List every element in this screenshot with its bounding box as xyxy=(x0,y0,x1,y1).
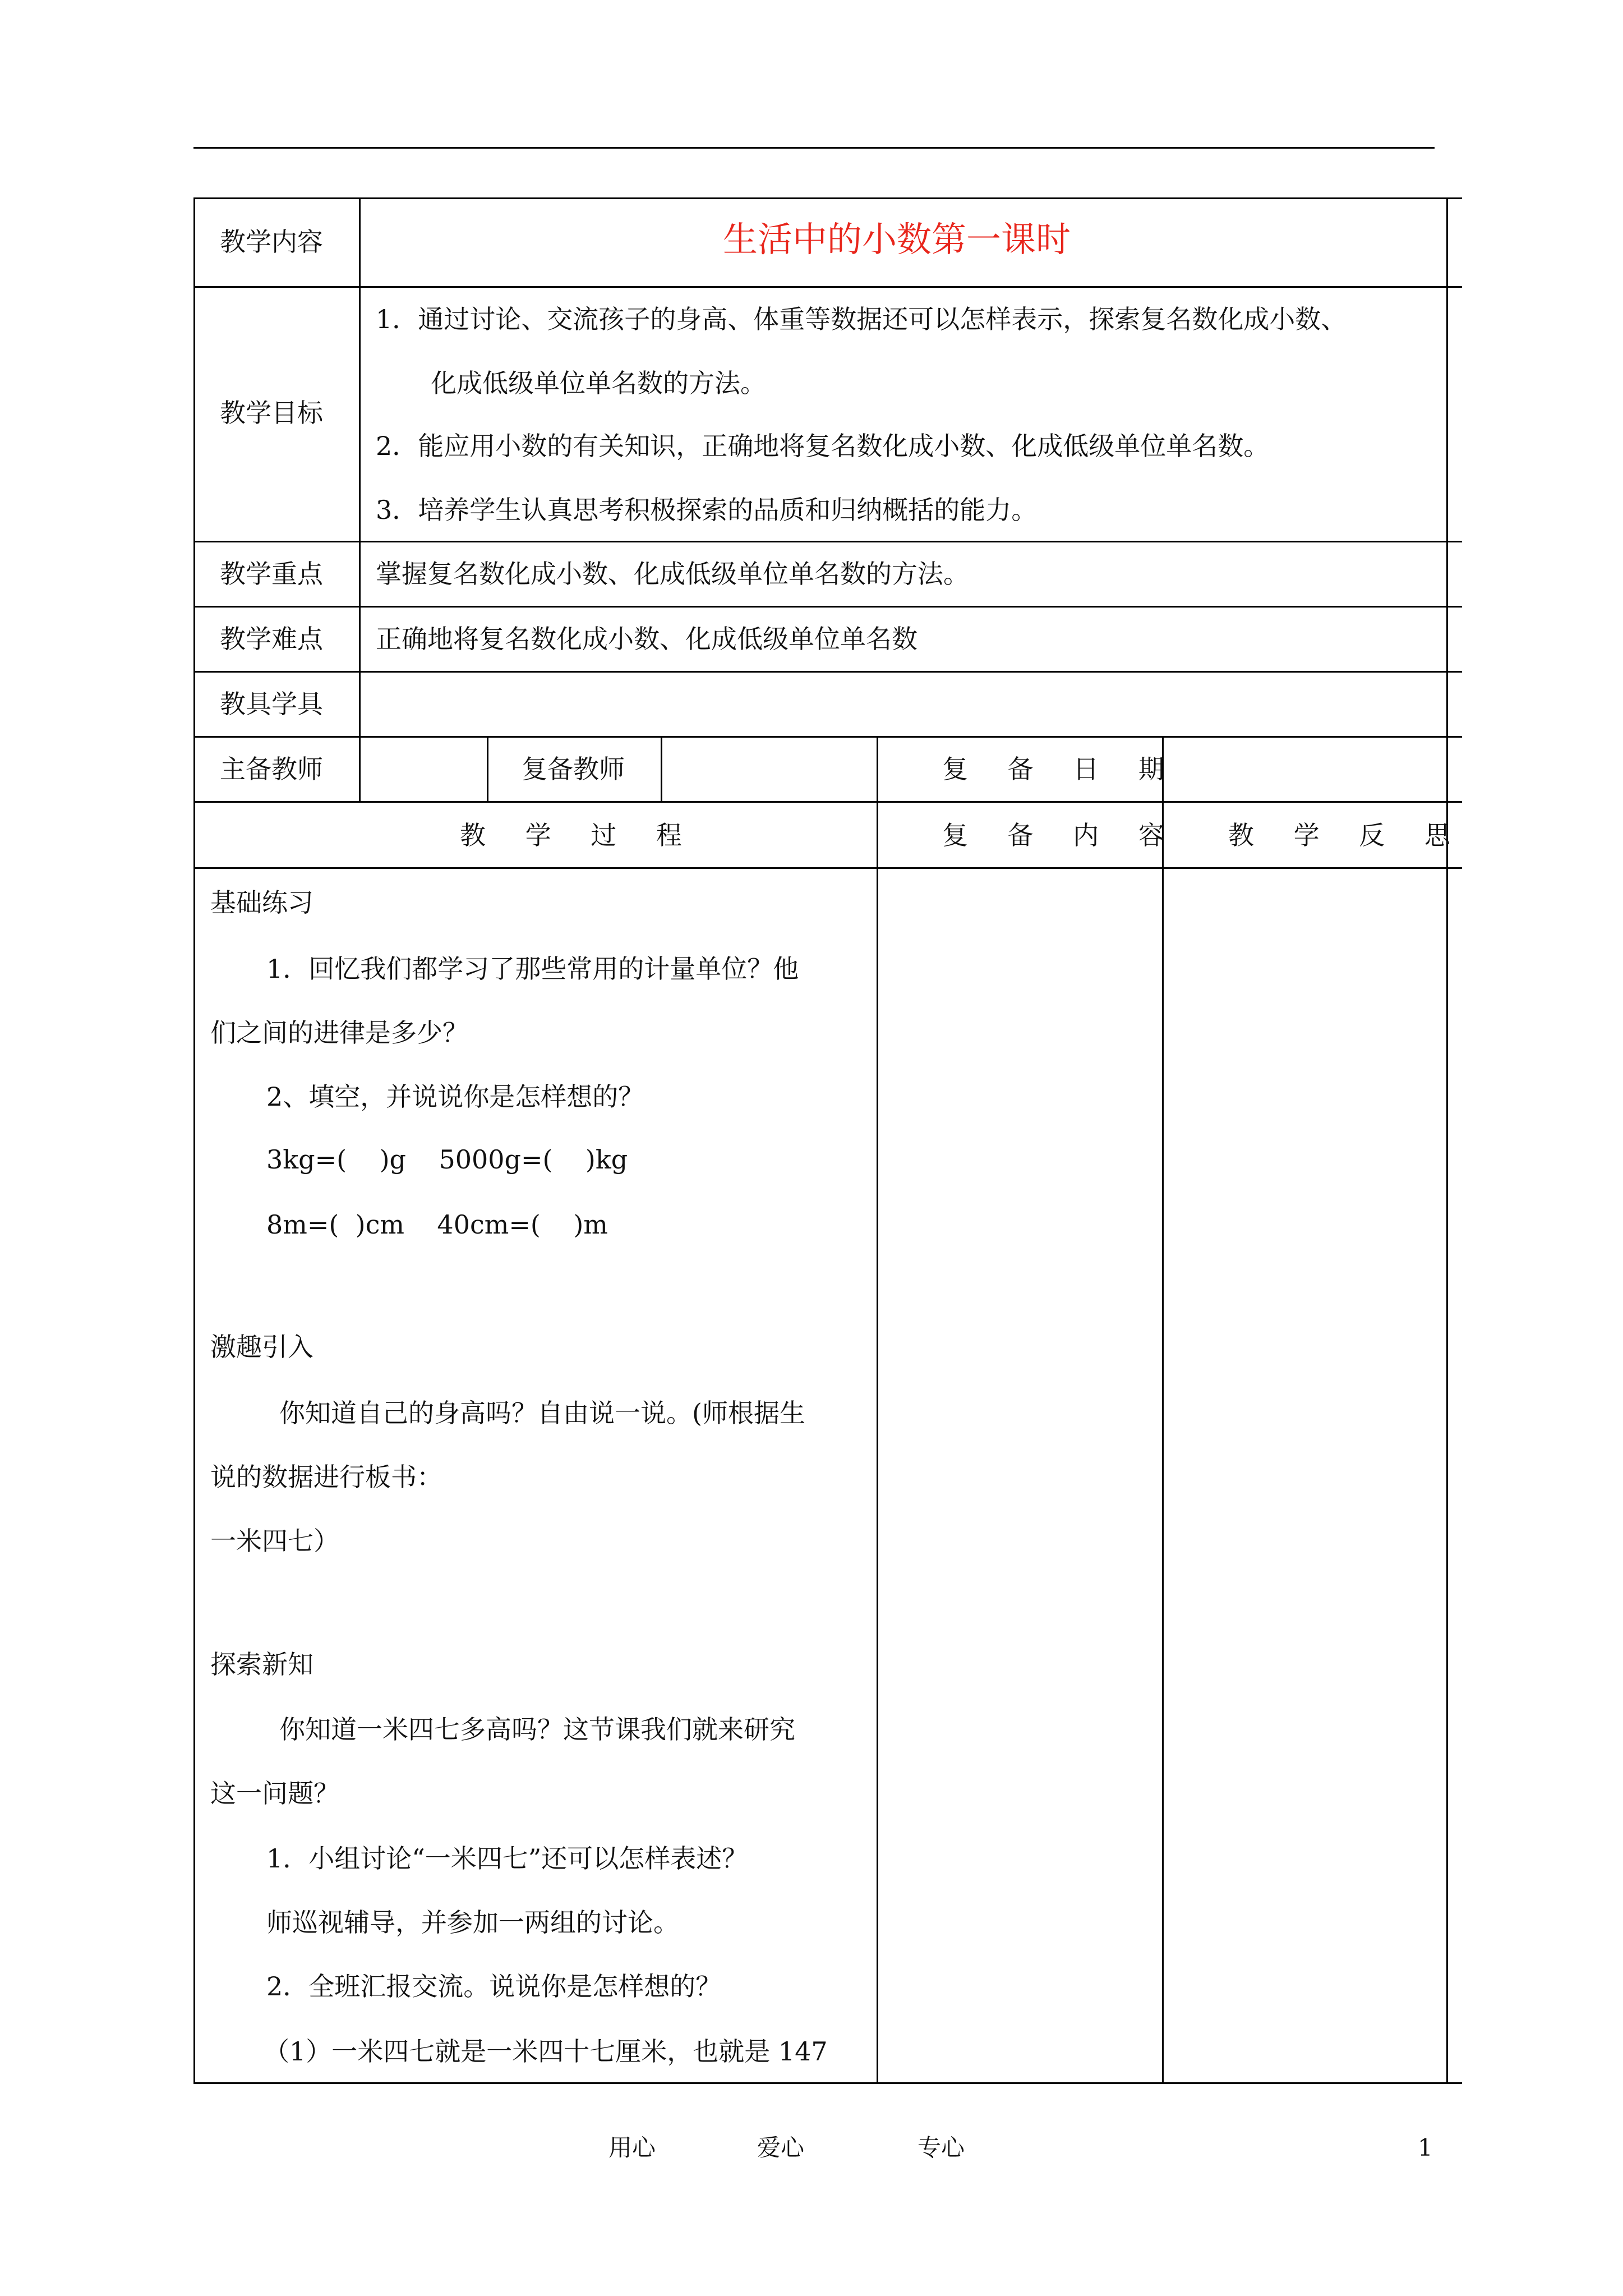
table-line xyxy=(193,736,1462,738)
header-co-content: 复 备 内 容 xyxy=(942,820,1180,850)
table-line xyxy=(193,801,1462,803)
table-line xyxy=(193,2082,1462,2084)
body-text: 2、填空，并说说你是怎样想的？ xyxy=(266,1082,644,1112)
table-line xyxy=(193,867,1462,869)
key-point-text: 掌握复名数化成小数、化成低级单位单名数的方法。 xyxy=(376,559,969,589)
header-reflection: 教 学 反 思 xyxy=(1228,820,1466,850)
label-key-point: 教学重点 xyxy=(220,559,323,589)
table-line xyxy=(193,671,1462,673)
table-line xyxy=(1162,736,1164,2084)
objective-1b: 化成低级单位单名数的方法。 xyxy=(431,368,766,398)
footer-word: 用心 xyxy=(608,2134,656,2161)
body-text: 2．全班汇报交流。说说你是怎样想的？ xyxy=(266,1971,722,2001)
body-text: 1．回忆我们都学习了那些常用的计量单位？他 xyxy=(266,954,799,984)
body-text: （1）一米四七就是一米四十七厘米，也就是 147 xyxy=(264,2036,828,2067)
table-line xyxy=(359,197,361,803)
body-text: 们之间的进律是多少？ xyxy=(210,1018,468,1048)
section-heading: 激趣引入 xyxy=(210,1332,313,1362)
formula-line: 3kg=( )g 5000g=( )kg xyxy=(266,1144,628,1175)
table-line xyxy=(1446,197,1448,2084)
objective-3: 3．培养学生认真思考积极探索的品质和归纳概括的能力。 xyxy=(376,495,1038,525)
body-text: 你知道自己的身高吗？自由说一说。(师根据生 xyxy=(279,1398,805,1428)
objective-2: 2．能应用小数的有关知识，正确地将复名数化成小数、化成低级单位单名数。 xyxy=(376,431,1270,461)
label-objectives: 教学目标 xyxy=(220,398,323,428)
label-difficulty: 教学难点 xyxy=(220,624,323,654)
body-text: 师巡视辅导，并参加一两组的讨论。 xyxy=(266,1907,679,1938)
table-line xyxy=(193,606,1462,608)
table-line xyxy=(661,736,662,803)
table-line xyxy=(193,286,1462,288)
footer-word: 专心 xyxy=(917,2134,965,2161)
page-number: 1 xyxy=(1418,2134,1433,2161)
table-line xyxy=(193,197,195,2084)
label-tools: 教具学具 xyxy=(220,689,323,719)
lesson-title: 生活中的小数第一课时 xyxy=(722,219,1071,260)
table-line xyxy=(487,736,488,803)
body-text: 一米四七） xyxy=(210,1526,339,1556)
section-heading: 探索新知 xyxy=(210,1649,313,1680)
formula-line: 8m=( )cm 40cm=( )m xyxy=(266,1209,608,1240)
table-line xyxy=(877,736,878,2084)
section-heading: 基础练习 xyxy=(210,887,313,918)
body-text: 说的数据进行板书： xyxy=(210,1462,442,1492)
table-line xyxy=(193,197,1462,199)
body-text: 这一问题？ xyxy=(210,1778,339,1809)
label-co-date: 复 备 日 期 xyxy=(942,754,1180,784)
objective-1a: 1．通过讨论、交流孩子的身高、体重等数据还可以怎样表示，探索复名数化成小数、 xyxy=(376,304,1347,334)
difficulty-text: 正确地将复名数化成小数、化成低级单位单名数 xyxy=(376,624,917,654)
label-content: 教学内容 xyxy=(220,227,323,257)
label-main-teacher: 主备教师 xyxy=(220,754,323,784)
header-process: 教 学 过 程 xyxy=(460,820,698,850)
label-co-teacher: 复备教师 xyxy=(522,754,625,784)
body-text: 你知道一米四七多高吗？这节课我们就来研究 xyxy=(279,1714,795,1745)
body-text: 1．小组讨论“一米四七”还可以怎样表述？ xyxy=(266,1843,748,1874)
table-line xyxy=(193,541,1462,542)
footer-word: 爱心 xyxy=(757,2134,805,2161)
